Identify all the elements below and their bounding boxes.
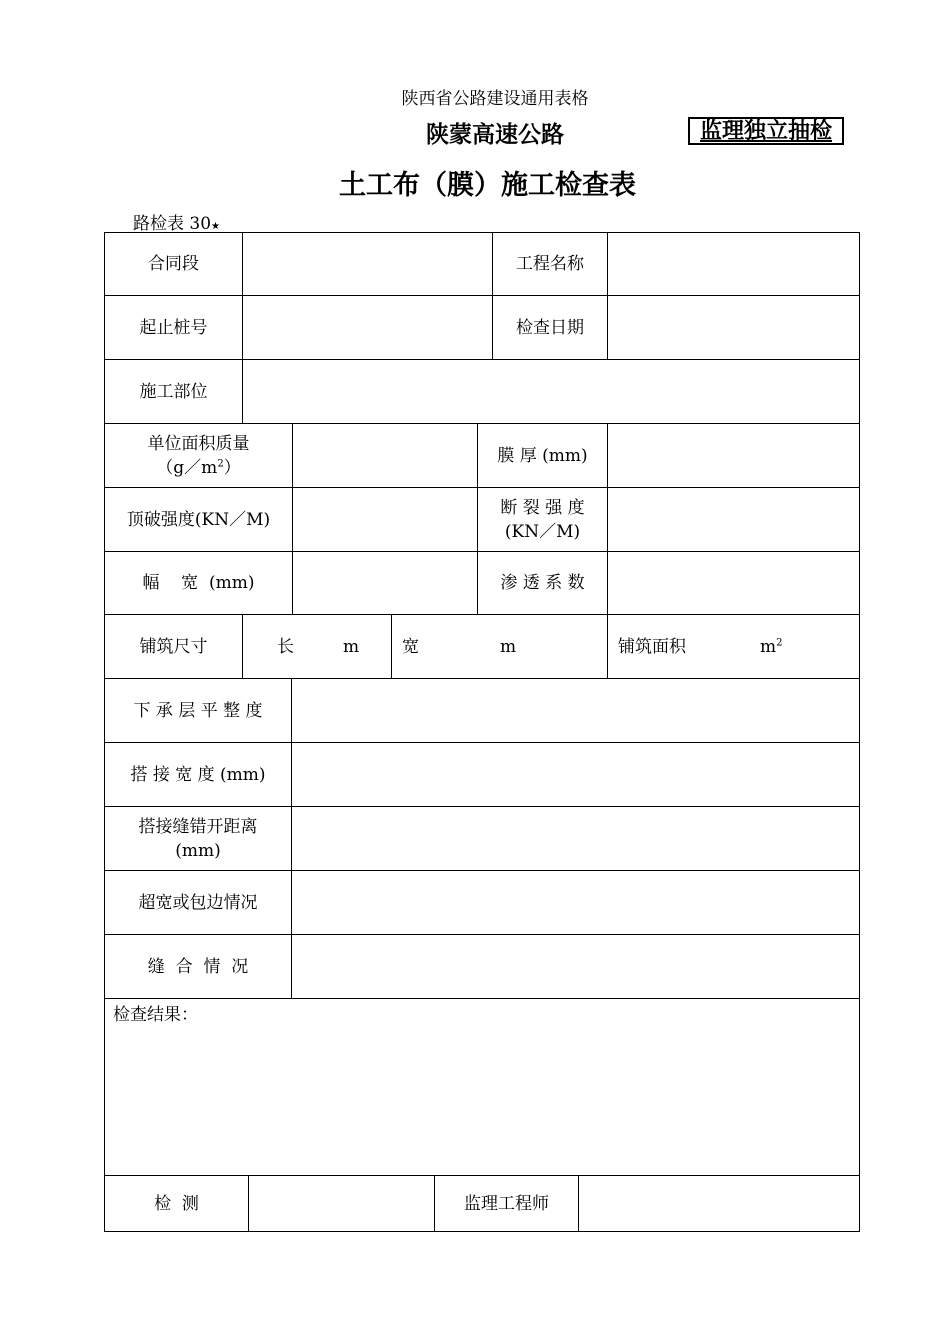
unit-mass-sup: 2 xyxy=(217,457,224,469)
breadth-label: 宽 xyxy=(402,636,419,657)
area-unit-sup: 2 xyxy=(776,636,783,648)
contract-value[interactable] xyxy=(242,232,493,296)
overlap-offset-label xyxy=(104,806,292,871)
check-date-label: 检查日期 xyxy=(492,295,608,360)
inspector-signature[interactable] xyxy=(248,1175,435,1232)
engineer-label: 监理工程师 xyxy=(434,1175,579,1232)
break-strength-unit: (KN／M) xyxy=(504,521,581,542)
paving-area-cell[interactable] xyxy=(607,614,860,679)
overlap-width-label: 搭 接 宽 度 (mm) xyxy=(104,742,292,807)
overlap-offset-text: 搭接缝错开距离 xyxy=(138,816,258,837)
burst-strength-value[interactable] xyxy=(292,487,478,552)
edge-wrap-label: 超宽或包边情况 xyxy=(104,870,292,935)
project-name-label: 工程名称 xyxy=(492,232,608,296)
overlap-offset-unit: (mm) xyxy=(175,840,221,861)
supervision-stamp: 监理独立抽检 xyxy=(688,117,844,145)
seam-label: 缝 合 情 况 xyxy=(104,934,292,999)
location-value[interactable] xyxy=(242,359,860,424)
paving-size-label: 铺筑尺寸 xyxy=(104,614,243,679)
unit-mass-unit xyxy=(156,456,240,480)
permeability-value[interactable] xyxy=(607,551,860,615)
seam-value[interactable] xyxy=(291,934,860,999)
location-label: 施工部位 xyxy=(104,359,243,424)
width-label: 幅 宽 (mm) xyxy=(104,551,293,615)
page-title: 土工布（膜）施工检查表 xyxy=(339,170,636,201)
unit-mass-label xyxy=(104,423,293,488)
contract-label: 合同段 xyxy=(104,232,243,296)
breadth-unit: m xyxy=(500,636,517,657)
project-name-value[interactable] xyxy=(607,232,860,296)
film-thickness-label: 膜 厚 (mm) xyxy=(477,423,608,488)
result-label: 检查结果： xyxy=(113,1005,198,1025)
inspector-label: 检 测 xyxy=(104,1175,249,1232)
flatness-label: 下 承 层 平 整 度 xyxy=(104,678,292,743)
check-date-value[interactable] xyxy=(607,295,860,360)
length-label: 长 xyxy=(277,636,294,657)
station-label: 起止桩号 xyxy=(104,295,243,360)
station-value[interactable] xyxy=(242,295,493,360)
break-strength-text: 断 裂 强 度 xyxy=(500,497,585,518)
length-unit: m xyxy=(343,636,360,657)
burst-strength-label: 顶破强度(KN／M) xyxy=(104,487,293,552)
area-unit-text: m xyxy=(760,636,777,657)
overlap-offset-value[interactable] xyxy=(291,806,860,871)
permeability-label: 渗 透 系 数 xyxy=(477,551,608,615)
highway-name: 陕蒙高速公路 xyxy=(426,122,564,148)
form-number xyxy=(133,209,220,234)
break-strength-label xyxy=(477,487,608,552)
breadth-cell[interactable] xyxy=(391,614,608,679)
engineer-signature[interactable] xyxy=(578,1175,860,1232)
unit-mass-value[interactable] xyxy=(292,423,478,488)
film-thickness-value[interactable] xyxy=(607,423,860,488)
area-unit xyxy=(760,635,783,659)
result-area[interactable] xyxy=(104,998,860,1176)
unit-mass-close: ） xyxy=(223,457,241,478)
unit-mass-unit-text: （g／m xyxy=(156,457,218,478)
break-strength-value[interactable] xyxy=(607,487,860,552)
edge-wrap-value[interactable] xyxy=(291,870,860,935)
form-number-text: 路检表 30 xyxy=(133,214,212,234)
width-value[interactable] xyxy=(292,551,478,615)
star-icon: ★ xyxy=(211,221,221,232)
overlap-width-value[interactable] xyxy=(291,742,860,807)
length-cell[interactable] xyxy=(242,614,392,679)
flatness-value[interactable] xyxy=(291,678,860,743)
paving-area-label: 铺筑面积 xyxy=(618,636,686,657)
unit-mass-text: 单位面积质量 xyxy=(147,433,250,454)
form-series-title: 陕西省公路建设通用表格 xyxy=(401,89,589,109)
